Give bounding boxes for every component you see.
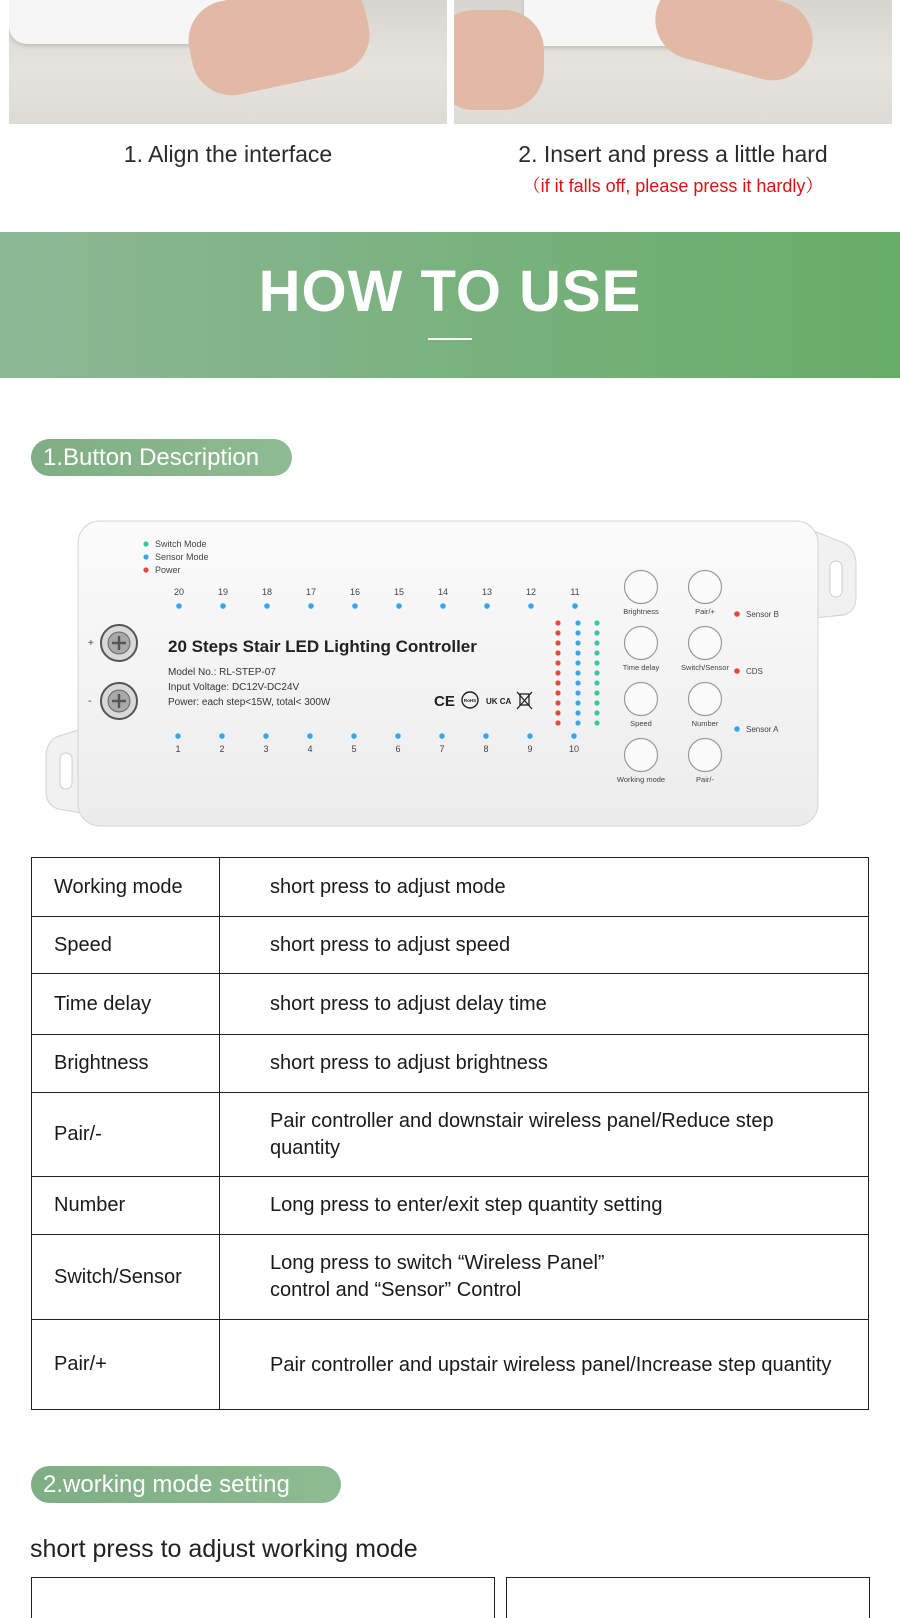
table-row	[32, 858, 869, 917]
step-number-10: 10	[568, 744, 580, 754]
button-name-cell: Speed	[32, 917, 220, 974]
brightness-button	[625, 571, 658, 604]
sensor-a-led	[734, 726, 740, 732]
button-desc-cell: Long press to switch “Wireless Panel” control and “Sensor” Control	[220, 1235, 869, 1320]
switch-sensor-label: Switch/Sensor	[681, 663, 729, 672]
controller-title: 20 Steps Stair LED Lighting Controller	[168, 637, 477, 656]
working-mode-subtitle: short press to adjust working mode	[30, 1535, 418, 1563]
step-number-7: 7	[439, 744, 445, 754]
table-row	[32, 1035, 869, 1093]
button-desc-cell: Pair controller and downstair wireless panel/Reduce step quantity	[220, 1093, 869, 1177]
step-number-14: 14	[437, 587, 449, 597]
legend-dot-power	[143, 567, 148, 572]
table-row	[32, 974, 869, 1035]
sensor-b-label: Sensor B	[746, 610, 779, 619]
terminal-screw-plus	[101, 625, 137, 661]
mode-box-left	[31, 1577, 495, 1618]
step-number-8: 8	[483, 744, 489, 754]
sensor-a-label: Sensor A	[746, 725, 779, 734]
pair-plus-label: Pair/+	[695, 607, 715, 616]
button-description-table	[31, 857, 869, 1410]
time-delay-button	[625, 627, 658, 660]
controller-power: Power: each step<15W, total< 300W	[168, 697, 331, 708]
button-name-cell: Pair/+	[32, 1320, 220, 1410]
terminal-minus-label: -	[88, 695, 92, 707]
step-number-12: 12	[525, 587, 537, 597]
legend-sensor-mode: Sensor Mode	[155, 552, 209, 562]
step-number-6: 6	[395, 744, 401, 754]
section-button-description: 1.Button Description	[31, 439, 292, 476]
button-name-cell: Brightness	[32, 1035, 220, 1093]
time-delay-label: Time delay	[622, 663, 660, 672]
terminal-plus-label: +	[88, 638, 94, 649]
speed-label: Speed	[630, 719, 652, 728]
button-desc-cell: Long press to enter/exit step quantity setting	[220, 1177, 869, 1235]
button-desc-cell: Pair controller and upstair wireless panel/Increase step quantity	[220, 1320, 869, 1410]
step-number-18: 18	[261, 587, 273, 597]
button-name-cell: Pair/-	[32, 1093, 220, 1177]
sensor-b-led	[734, 611, 740, 617]
section-working-mode-setting: 2.working mode setting	[31, 1466, 341, 1503]
button-desc-cell: short press to adjust delay time	[220, 974, 869, 1035]
install-photo-align	[9, 0, 447, 124]
speed-button	[625, 683, 658, 716]
install-photo-insert	[454, 0, 892, 124]
step-number-16: 16	[349, 587, 361, 597]
controller-diagram	[44, 515, 860, 831]
controller-voltage: Input Voltage: DC12V-DC24V	[168, 682, 300, 693]
step-2-note: （if it falls off, please press it hardly）	[522, 176, 824, 196]
button-name-cell: Number	[32, 1177, 220, 1235]
pair-minus-button	[689, 739, 722, 772]
mount-slot-left	[60, 753, 72, 789]
button-name-cell: Working mode	[32, 858, 220, 917]
step-number-17: 17	[305, 587, 317, 597]
legend-dot-switch	[143, 541, 148, 546]
step-number-15: 15	[393, 587, 405, 597]
controller-model: Model No.: RL-STEP-07	[168, 667, 276, 678]
hand-photo	[454, 10, 544, 110]
number-button	[689, 683, 722, 716]
button-name-cell: Switch/Sensor	[32, 1235, 220, 1320]
mount-slot-right	[830, 561, 842, 597]
step-number-9: 9	[527, 744, 533, 754]
button-desc-cell: short press to adjust speed	[220, 917, 869, 974]
step-number-1: 1	[175, 744, 181, 754]
number-label: Number	[691, 719, 719, 728]
step-2-caption: 2. Insert and press a little hard	[518, 141, 828, 167]
table-row	[32, 1320, 869, 1410]
step-1-caption: 1. Align the interface	[123, 141, 333, 167]
banner-divider	[428, 338, 472, 340]
banner-title: HOW TO USE	[258, 259, 642, 324]
pair-plus-button	[689, 571, 722, 604]
step-number-13: 13	[481, 587, 493, 597]
cds-led	[734, 668, 740, 674]
mode-box-right	[506, 1577, 870, 1618]
step-number-3: 3	[263, 744, 269, 754]
table-row	[32, 1177, 869, 1235]
ukca-mark: UK CA	[486, 697, 512, 706]
legend-switch-mode: Switch Mode	[155, 539, 207, 549]
table-row	[32, 1093, 869, 1177]
legend-power: Power	[155, 565, 181, 575]
step-number-5: 5	[351, 744, 357, 754]
step-number-19: 19	[217, 587, 229, 597]
legend-dot-sensor	[143, 554, 148, 559]
button-name-cell: Time delay	[32, 974, 220, 1035]
hand-photo	[646, 0, 821, 89]
switch-sensor-button	[689, 627, 722, 660]
step-number-4: 4	[307, 744, 313, 754]
step-number-2: 2	[219, 744, 225, 754]
pair-minus-label: Pair/-	[696, 775, 714, 784]
cds-label: CDS	[746, 667, 763, 676]
working-mode-button	[625, 739, 658, 772]
working-mode-label: Working mode	[616, 775, 666, 784]
step-number-11: 11	[570, 587, 580, 597]
rohs-mark-text: RoHS	[463, 698, 477, 703]
terminal-screw-minus	[101, 683, 137, 719]
button-desc-cell: short press to adjust brightness	[220, 1035, 869, 1093]
table-row	[32, 1235, 869, 1320]
ce-mark: CE	[434, 693, 455, 710]
brightness-label: Brightness	[623, 607, 659, 616]
hand-photo	[181, 0, 377, 103]
how-to-use-banner	[0, 232, 900, 378]
table-row	[32, 917, 869, 974]
button-desc-cell: short press to adjust mode	[220, 858, 869, 917]
step-number-20: 20	[173, 587, 185, 597]
